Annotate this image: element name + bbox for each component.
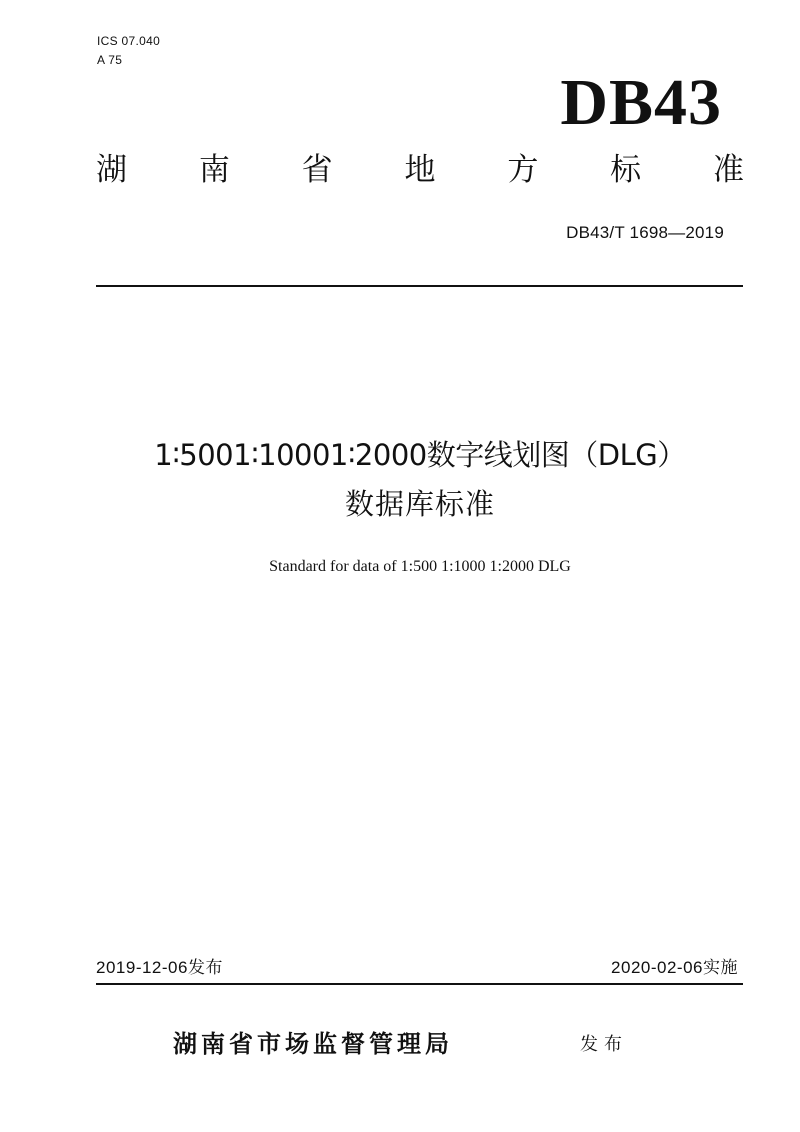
english-title: Standard for data of 1:500 1:1000 1:2000 DLG bbox=[269, 558, 571, 575]
issuing-authority: 湖南省市场监督管理局 bbox=[173, 1030, 453, 1058]
top-divider bbox=[96, 285, 743, 287]
issue-label: 发布 bbox=[580, 1034, 628, 1055]
standard-number: DB43/T 1698—2019 bbox=[566, 223, 724, 242]
local-standard-char: 方 bbox=[507, 152, 539, 188]
document-title-line-2: 数据库标准 bbox=[344, 487, 495, 521]
local-standard-heading bbox=[96, 150, 744, 190]
classification-codes bbox=[97, 32, 160, 70]
local-standard-char: 湖 bbox=[96, 152, 127, 188]
local-standard-char: 省 bbox=[301, 152, 333, 188]
local-standard-char: 南 bbox=[198, 152, 230, 188]
local-standard-char: 准 bbox=[712, 152, 744, 188]
document-title-line-1: 1∶5001∶10001∶2000数字线划图（DLG） bbox=[154, 438, 686, 472]
ics-code: ICS 07.040 bbox=[97, 34, 161, 48]
category-code: A 75 bbox=[97, 53, 123, 67]
bottom-divider bbox=[96, 983, 743, 985]
issue-date: 2019-12-06发布 bbox=[96, 958, 223, 977]
implementation-date: 2020-02-06实施 bbox=[611, 958, 738, 977]
local-standard-char: 地 bbox=[404, 152, 436, 188]
local-standard-char: 标 bbox=[610, 152, 642, 188]
db-code: DB43 bbox=[560, 66, 722, 139]
